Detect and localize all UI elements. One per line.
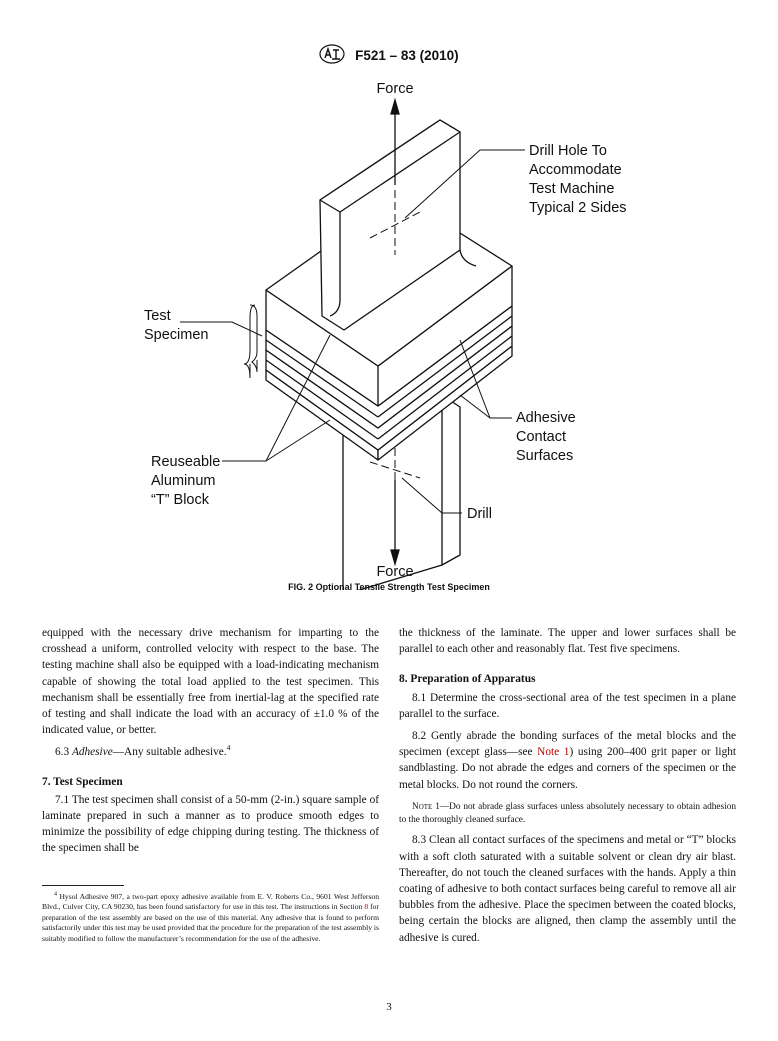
paragraph-6-3 <box>42 744 379 760</box>
reuseable-label-1: Reuseable <box>151 454 221 470</box>
paragraph: the thickness of the laminate. The upper and lower surfaces shall be parallel to each other and reasonably flat. Test five specimens. <box>399 627 736 656</box>
standard-designation: F521 – 83 (2010) <box>355 48 459 63</box>
section-heading-7: 7. Test Specimen <box>42 775 123 788</box>
reuseable-label-3: “T” Block <box>151 492 209 508</box>
force-bottom-label: Force <box>376 564 414 580</box>
note-1 <box>399 801 736 827</box>
test-specimen-label-2: Specimen <box>144 327 209 343</box>
paragraph-text: ) using 200–400 grit paper or light sandblasting. Do not abrade the edges and corners of the specimen or the metal blocks. Do not round the corners. <box>399 746 737 791</box>
paragraph-8-2 <box>399 728 736 793</box>
adhesive-label-2: Contact <box>516 429 566 445</box>
footnote-ref[interactable]: 4 <box>226 743 231 753</box>
page-header <box>0 44 778 67</box>
force-top-label: Force <box>376 81 414 97</box>
term: Adhesive <box>71 746 113 759</box>
paragraph: equipped with the necessary drive mechanism for imparting to the crosshead a uniform, controlled velocity with respect to the base. The testing machine shall also be equipped with a load-indicating mechanism capable of showing the total load applied to the test specimen. This mechanism shall be essentially free from inertial-lag at the specified rate of testing and shall indicate the load with an accuracy of ±1.0 % of the indicated value, or better. <box>42 627 379 737</box>
tensile-specimen-drawing <box>0 70 778 590</box>
figure-caption: FIG. 2 Optional Tensile Strength Test Specimen <box>288 582 490 592</box>
paragraph-8-1: 8.1 Determine the cross-sectional area of the test specimen in a plane parallel to the surface. <box>399 691 736 720</box>
drill-hole-label-3: Test Machine <box>529 181 615 197</box>
paragraph-7-1: 7.1 The test specimen shall consist of a 50-mm (2-in.) square sample of laminate prepared in such a manner as to produce smooth edges to minimize the possibility of edge chipping during testing. The thickness of the specimen shall be <box>42 793 379 855</box>
test-specimen-label-1: Test <box>144 308 171 324</box>
footnote-4 <box>42 892 379 944</box>
note-link[interactable]: Note 1 <box>537 746 570 759</box>
paragraph-text: —Any suitable adhesive. <box>112 746 227 759</box>
page-number: 3 <box>386 1001 392 1013</box>
note-label: Note 1 <box>412 801 440 812</box>
reuseable-label-2: Aluminum <box>151 473 216 489</box>
figure-2 <box>0 70 778 590</box>
drill-hole-label-4: Typical 2 Sides <box>529 200 627 216</box>
drill-hole-label-1: Drill Hole To <box>529 143 607 159</box>
footnote-text: for preparation of the test assembly are based on the use of this material. Any adhesive that is found to perform satisfactorily under this test may be used provided that the procedure for the preparation of the test assembly is suitably modified to follow the manufacturer’s recommendation for the use of the adhesive. <box>42 902 379 943</box>
section-heading-8: 8. Preparation of Apparatus <box>399 673 536 686</box>
footnote-marker: 4 <box>54 891 57 898</box>
adhesive-label-3: Surfaces <box>516 448 574 464</box>
drill-hole-label-2: Accommodate <box>529 162 622 178</box>
footnote-rule <box>42 885 124 886</box>
left-column <box>42 625 379 857</box>
section-link[interactable]: 8 <box>364 902 369 912</box>
paragraph-text: 8.2 Gently abrade the bonding surfaces of the metal blocks and the specimen (except glass—see <box>399 730 736 759</box>
adhesive-label-1: Adhesive <box>516 410 576 426</box>
right-column <box>399 625 736 946</box>
drill-label: Drill <box>467 506 492 522</box>
astm-logo-icon <box>319 44 345 67</box>
paragraph-8-3: 8.3 Clean all contact surfaces of the specimens and metal or “T” blocks with a soft cloth saturated with a suitable solvent or clean dry air blast. Thereafter, do not touch the cleaned surfaces with the hands. Apply a thin coating of adhesive to both contact surfaces being careful to remove all air bubbles from the adhesive. Place the specimen between the coated blocks, being certain the blocks are aligned, then clamp the assembly until the adhesive is cured. <box>399 834 736 944</box>
note-text: —Do not abrade glass surfaces unless absolutely necessary to obtain adhesion to the thoroughly cleaned surface. <box>399 801 736 825</box>
footnote-text: Hysol Adhesive 907, a two-part epoxy adhesive available from E. V. Roberts Co., 9601 West Jefferson Blvd., Culver City, CA 90230, has been found satisfactory for use in this test. The instructions in Section <box>42 892 379 912</box>
section-number: 6.3 <box>55 746 70 759</box>
